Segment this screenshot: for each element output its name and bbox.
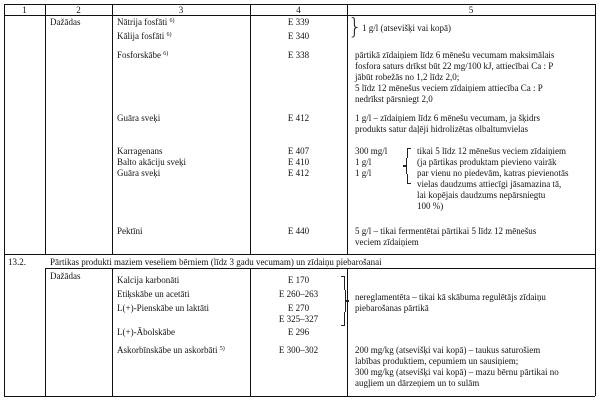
category-label: Dažādas [50, 271, 81, 281]
note-text: 100 %) [417, 201, 444, 211]
additive-code: E 260–263 [278, 289, 319, 299]
header-col-1: 1 [22, 5, 27, 15]
note-text: vielas daudzums attiecīgi jāsamazina tā, [417, 179, 562, 189]
note-text: piebarošanas pārtikā [355, 303, 429, 313]
col-border-1-2 [45, 4, 46, 254]
additive-code: E 300–302 [278, 345, 319, 355]
note-text: (ja pārtikas produktam pievieno vairāk [417, 157, 557, 167]
additive-code: E 296 [287, 327, 310, 337]
col-border-4-5 [347, 268, 348, 396]
limit-text: 1 g/l – zīdaiņiem līdz 6 mēnešu vecumam, ja šķidrs [355, 113, 540, 123]
additive-name: Nātrija fosfāti $^{6)}$ [117, 17, 175, 27]
header-col-2: 2 [76, 5, 81, 15]
additive-code: E 338 [287, 50, 310, 60]
limit-text: fosfora saturs drīkst būt 22 mg/100 kJ, attiecībai Ca : P [355, 61, 554, 71]
note-text: nereglamentēta – tikai kā skābuma regulētājs zīdaiņu [355, 292, 546, 302]
category-label: Dažādas [50, 17, 81, 27]
limit-text: 200 mg/kg (atsevišķi vai kopā) – taukus saturošiem [355, 345, 541, 355]
limit-text: pārtikā zīdaiņiem līdz 6 mēnešu vecumam maksimālais [355, 50, 555, 60]
limit-text: 300 mg/kg (atsevišķi vai kopā) – mazu bērnu pārtikai no [355, 367, 559, 377]
additive-name: Balto akāciju sveķi [117, 157, 186, 167]
limit-value: 300 mg/l [355, 146, 388, 156]
note-text: lai kopējais daudzums nepārsniegtu [417, 190, 546, 200]
note-text: par vienu no piedevām, katras pievienotās [417, 168, 569, 178]
section-title: Pārtikas produkti maziem veseliem bērniem (līdz 3 gadu vecumam) un zīdaiņu piebarošanai [50, 257, 382, 267]
additive-code: E 170 [287, 275, 310, 285]
limit-text: augļiem un dārzeņiem un to sulām [355, 378, 480, 388]
additive-code: E 412 [287, 168, 310, 178]
additive-code: E 440 [287, 226, 310, 236]
header-col-3: 3 [178, 5, 184, 15]
brace-icon: } [348, 15, 362, 40]
limit-text: jābūt robežās no 1,2 līdz 2,0; [355, 72, 460, 82]
additive-name: Guāra sveķi [117, 168, 161, 178]
limit-text: nedrīkst pārsniegt 2,0 [355, 94, 433, 104]
additive-name: Guāra sveķi [117, 113, 161, 123]
additive-code: E 325–327 [278, 314, 319, 324]
limit-text: 5 līdz 12 mēnešus veciem zīdaiņiem attiecība Ca : P [355, 83, 543, 93]
additive-name: Kālija fosfāti $^{6)}$ [117, 31, 172, 41]
limit-value: 1 g/l [355, 157, 372, 167]
limit-text: 5 g/l – tikai fermentētai pārtikai 5 līdz 12 mēnešus [355, 226, 537, 236]
header-col-5: 5 [468, 5, 474, 15]
section-number: 13.2. [8, 257, 26, 267]
limit-text: veciem zīdaiņiem [355, 237, 419, 247]
additive-name: L(+)-Ābolskābe [117, 327, 176, 337]
note-text: tikai 5 līdz 12 mēnešus veciem zīdaiņiem [417, 146, 566, 156]
additive-code: E 407 [287, 146, 310, 156]
limit-text: labības produktiem, cepumiem un sausiņiem; [355, 356, 519, 366]
col-border-4-5 [347, 4, 348, 254]
col-border-right [595, 4, 596, 396]
table-bottom-border [4, 396, 595, 397]
col-border-2-3 [112, 4, 113, 254]
additive-name: Karragenans [117, 146, 163, 156]
col-border-3-4 [250, 4, 251, 254]
additive-name: Etiķskābe un acetāti [117, 289, 190, 299]
additive-name: Fosforskābe $^{6)}$ [117, 50, 169, 60]
header-col-4: 4 [296, 5, 301, 15]
limit-text: 1 g/l (atsevišķi vai kopā) [362, 23, 451, 33]
additive-code: E 340 [287, 31, 310, 41]
additive-code: E 410 [287, 157, 310, 167]
row-divider [4, 254, 595, 255]
additive-name: L(+)-Pienskābe un laktāti [117, 303, 210, 313]
header-bottom-border [4, 15, 595, 16]
additive-code: E 412 [287, 113, 310, 123]
col-border-2-3 [112, 268, 113, 396]
additive-name: Kalcija karbonāti [117, 275, 180, 285]
additive-name: Pektīni [117, 226, 143, 236]
col-border-left [4, 4, 5, 396]
additive-name: Askorbīnskābe un askorbāti $^{5)}$ [117, 345, 225, 355]
additive-code: E 339 [287, 17, 310, 27]
limit-text: produkts satur daļēji hidrolizētas olbaltumvielas [355, 124, 528, 134]
subsection-divider [45, 268, 595, 269]
limit-value: 1 g/l [355, 168, 372, 178]
additive-code: E 270 [287, 303, 310, 313]
col-border-1-2 [45, 268, 46, 396]
